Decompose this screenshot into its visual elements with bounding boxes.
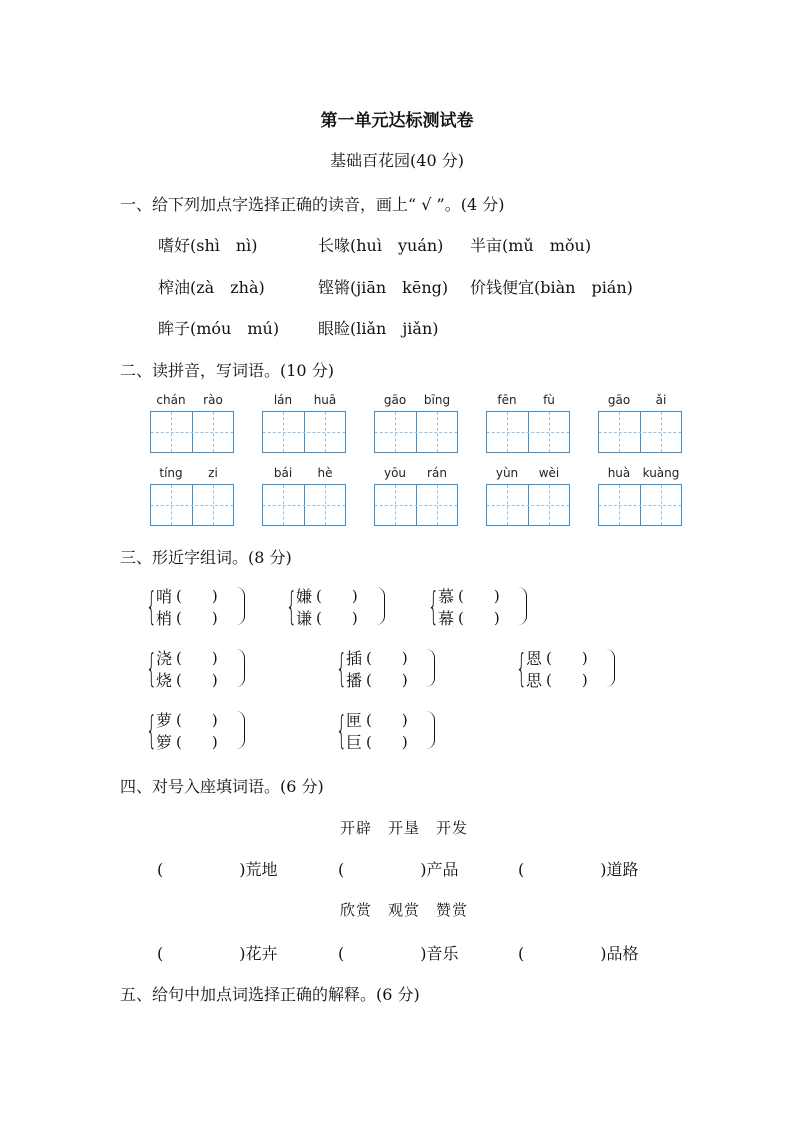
fill-blank[interactable]: ( )品格 [518, 944, 639, 963]
character: 思 [526, 671, 543, 690]
right-brace [518, 587, 527, 625]
pinyin-label: lán [273, 393, 293, 407]
question-2-heading: 二、读拼音，写词语。(10 分) [120, 361, 334, 380]
question-4-heading: 四、对号入座填词语。(6 分) [120, 777, 324, 796]
q1-item: 榨油(zà zhà) [158, 278, 265, 297]
tianzige-grid[interactable] [262, 484, 346, 526]
character: 巨 [346, 733, 363, 752]
answer-parentheses[interactable]: ( ) [366, 733, 408, 751]
answer-parentheses[interactable]: ( ) [458, 587, 500, 605]
tianzige-grid[interactable] [486, 411, 570, 453]
q1-item: 嗜好(shì nì) [158, 236, 258, 255]
answer-parentheses[interactable]: ( ) [546, 649, 588, 667]
tianzige-grid[interactable] [262, 411, 346, 453]
answer-parentheses[interactable]: ( ) [176, 733, 218, 751]
pinyin-label: bái [273, 466, 293, 480]
pinyin-label: ǎi [655, 393, 667, 407]
tianzige-grid[interactable] [150, 411, 234, 453]
blank-word: 道路 [606, 860, 639, 879]
character: 梢 [156, 609, 173, 628]
section-subtitle: 基础百花园(40 分) [330, 151, 464, 170]
page-title: 第一单元达标测试卷 [320, 111, 474, 131]
left-brace: { [336, 646, 347, 690]
blank-word: 产品 [426, 860, 459, 879]
left-brace: { [146, 584, 157, 628]
pinyin-label: wèi [538, 466, 560, 480]
pinyin-label: yōu [383, 466, 407, 480]
fill-blank[interactable]: ( )花卉 [157, 944, 278, 963]
left-brace: { [428, 584, 439, 628]
character: 烧 [156, 671, 173, 690]
q1-item: 眼睑(liǎn jiǎn) [318, 319, 439, 338]
answer-parentheses[interactable]: ( ) [176, 587, 218, 605]
character: 匣 [346, 711, 363, 730]
answer-parentheses[interactable]: ( ) [458, 609, 500, 627]
fill-blank[interactable]: ( )荒地 [157, 860, 278, 879]
character: 谦 [296, 609, 313, 628]
q1-item: 长喙(huì yuán) [318, 236, 444, 255]
character: 幕 [438, 609, 455, 628]
left-brace: { [146, 646, 157, 690]
left-brace: { [286, 584, 297, 628]
character: 嫌 [296, 587, 313, 606]
fill-blank[interactable]: ( )道路 [518, 860, 639, 879]
pinyin-label: fēn [497, 393, 517, 407]
pinyin-label: yùn [495, 466, 519, 480]
pinyin-label: fù [543, 393, 555, 407]
pinyin-label: bīng [423, 393, 451, 407]
answer-parentheses[interactable]: ( ) [176, 671, 218, 689]
pinyin-label: huā [313, 393, 337, 407]
answer-parentheses[interactable]: ( ) [176, 609, 218, 627]
q1-item: 价钱便宜(biàn pián) [470, 278, 633, 297]
pinyin-label: huà [607, 466, 631, 480]
left-brace: { [516, 646, 527, 690]
blank-word: 品格 [606, 944, 639, 963]
tianzige-grid[interactable] [598, 411, 682, 453]
character: 慕 [438, 587, 455, 606]
right-brace [376, 587, 385, 625]
answer-parentheses[interactable]: ( ) [176, 649, 218, 667]
pinyin-label: hè [317, 466, 333, 480]
right-brace [426, 649, 435, 687]
question-1-heading: 一、给下列加点字选择正确的读音，画上“ √ ”。(4 分) [120, 195, 505, 214]
character: 萝 [156, 711, 173, 730]
q1-item: 铿锵(jiān kēng) [318, 278, 449, 297]
answer-parentheses[interactable]: ( ) [366, 649, 408, 667]
answer-parentheses[interactable]: ( ) [546, 671, 588, 689]
character: 恩 [526, 649, 543, 668]
left-brace: { [336, 708, 347, 752]
tianzige-grid[interactable] [150, 484, 234, 526]
answer-parentheses[interactable]: ( ) [366, 711, 408, 729]
character: 浇 [156, 649, 173, 668]
pinyin-label: gāo [607, 393, 631, 407]
blank-word: 音乐 [426, 944, 459, 963]
blank-word: 荒地 [245, 860, 278, 879]
answer-parentheses[interactable]: ( ) [366, 671, 408, 689]
answer-parentheses[interactable]: ( ) [316, 587, 358, 605]
word-options: 欣赏 观赏 赞赏 [340, 901, 469, 919]
word-options: 开辟 开垦 开发 [340, 819, 469, 837]
question-5-heading: 五、给句中加点词选择正确的解释。(6 分) [120, 985, 420, 1004]
fill-blank[interactable]: ( )产品 [338, 860, 459, 879]
q1-item: 半亩(mǔ mǒu) [470, 236, 592, 255]
fill-blank[interactable]: ( )音乐 [338, 944, 459, 963]
left-brace: { [146, 708, 157, 752]
character: 哨 [156, 587, 173, 606]
tianzige-grid[interactable] [374, 484, 458, 526]
tianzige-grid[interactable] [374, 411, 458, 453]
q1-item: 眸子(móu mú) [158, 319, 280, 338]
pinyin-label: rán [427, 466, 447, 480]
right-brace [426, 711, 435, 749]
pinyin-label: chán [156, 393, 186, 407]
character: 插 [346, 649, 363, 668]
tianzige-grid[interactable] [486, 484, 570, 526]
pinyin-label: rào [203, 393, 223, 407]
blank-word: 花卉 [245, 944, 278, 963]
right-brace [236, 649, 245, 687]
pinyin-label: zi [208, 466, 218, 480]
tianzige-grid[interactable] [598, 484, 682, 526]
pinyin-label: tíng [159, 466, 183, 480]
right-brace [606, 649, 615, 687]
question-3-heading: 三、形近字组词。(8 分) [120, 548, 292, 567]
pinyin-label: gāo [383, 393, 407, 407]
character: 播 [346, 671, 363, 690]
answer-parentheses[interactable]: ( ) [316, 609, 358, 627]
right-brace [236, 711, 245, 749]
character: 箩 [156, 733, 173, 752]
pinyin-label: kuàng [642, 466, 680, 480]
right-brace [236, 587, 245, 625]
answer-parentheses[interactable]: ( ) [176, 711, 218, 729]
